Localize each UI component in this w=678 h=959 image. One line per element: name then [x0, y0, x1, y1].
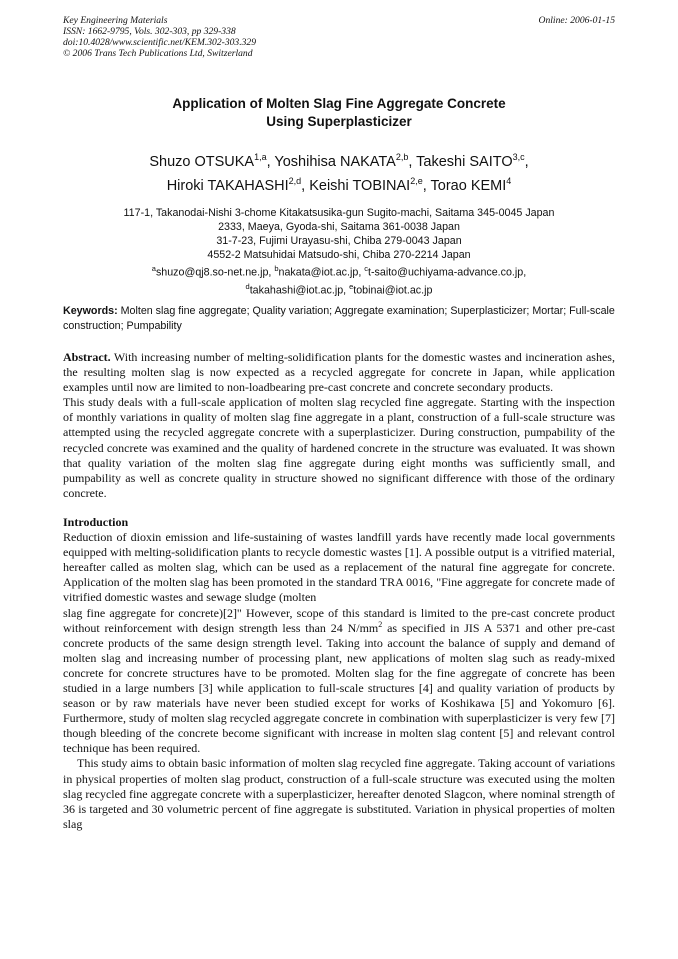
affiliation-4: 4552-2 Matsuhidai Matsudo-shi, Chiba 270-2214 Japan — [207, 249, 471, 261]
authors-line-2: Hiroki TAKAHASHI$^{2,d}$, Keishi TOBINAI$^{2,e}$, Torao KEMI$^4$ — [166, 175, 512, 194]
keywords-block — [63, 304, 615, 334]
author-sup: 2,b — [395, 152, 409, 162]
author-sup: 1,a — [254, 152, 267, 162]
title-line-1: Application of Molten Slag Fine Aggregate Concrete — [172, 96, 506, 111]
journal-header — [63, 15, 615, 59]
author-name: Yoshihisa NAKATA — [274, 153, 396, 170]
author-sup: 2,e — [410, 175, 423, 186]
keywords-label: Keywords: — [63, 305, 118, 317]
authors-line-1: Shuzo OTSUKA$^{1,a}$, Yoshihisa NAKATA$^{2,b}$, Takeshi SAITO$^{3,c}$, — [149, 152, 529, 170]
author-list — [63, 148, 615, 196]
affiliation-2: 2333, Maeya, Gyoda-shi, Saitama 361-0038 Japan — [218, 221, 460, 233]
title-line-2: Using Superplasticizer — [266, 114, 412, 129]
keywords-text: Molten slag fine aggregate; Quality variation; Aggregate examination; Superplasticizer; Mortar; Full-scale construction; Pumpability — [63, 305, 615, 332]
abstract-paragraph-2: This study deals with a full-scale application of molten slag recycled fine aggregate. Starting with the inspection of monthly variations in quality of molten slag fine aggregate in a plant, construction of a full-scale structure was attempted using the recycled aggregate concrete with a superplasticizer. During construction, pumpability of the recycled concrete was examined and the quality of hardened concrete in the structure was evaluated. It was shown that quality variation of the molten slag fine aggregate during eight months was sufficiently small, and pumpability as well as concrete quality in structure showed no significant difference with those of the ordinary concrete. — [63, 395, 615, 500]
email-link[interactable]: t-saito@uchiyama-advance.co.jp — [368, 266, 524, 279]
email-link[interactable]: shuzo@qj8.so-net.ne.jp — [155, 266, 269, 279]
author-name: Takeshi SAITO — [416, 153, 513, 170]
abstract-label: Abstract. — [63, 350, 111, 364]
introduction-heading: Introduction — [63, 514, 129, 529]
affiliation-3: 31-7-23, Fujimi Urayasu-shi, Chiba 279-0043 Japan — [216, 235, 462, 247]
author-sup: 3,c — [512, 152, 525, 162]
intro-paragraph-1a: Reduction of dioxin emission and life-sustaining of wastes landfill yards have recently made local governments equipped with melting-solidification plants to recycle domestic wastes [1]. A possible output is a vitrified material, hereafter called as molten slag, which can be used as a replacement of the natural fine aggregate for concrete. Application of the molten slag has been promoted in the standard TRA 0016, "Fine aggregate for concrete made of vitrified domestic wastes and sewage sludge (molten — [63, 530, 615, 605]
author-sup: 2,d — [288, 175, 302, 186]
body-text — [63, 350, 615, 832]
email-link[interactable]: nakata@iot.ac.jp — [278, 266, 359, 279]
affiliations — [63, 206, 615, 297]
emails-line-2: $^d$takahashi@iot.ac.jp, $^e$tobinai@iot.ac.jp — [245, 281, 433, 297]
doi-line[interactable]: doi:10.4028/www.scientific.net/KEM.302-303.329 — [63, 37, 257, 48]
author-sup: 4 — [506, 175, 512, 186]
affiliation-1: 117-1, Takanodai-Nishi 3-chome Kitakatsusika-gun Sugito-machi, Saitama 345-0045 Japan — [123, 207, 555, 219]
author-name: Torao KEMI — [430, 177, 507, 194]
author-name: Hiroki TAKAHASHI — [166, 177, 289, 194]
journal-name: Key Engineering Materials — [63, 15, 168, 26]
abstract-paragraph-1: Abstract. With increasing number of melting-solidification plants for the domestic wastes and incineration ashes, the resulting molten slag is now expected as a recycled aggregate for concrete in Japan, while application examples until now are limited to non-loadbearing pre-cast concrete and concrete secondary products. — [63, 350, 615, 395]
email-link[interactable]: takahashi@iot.ac.jp — [249, 284, 344, 297]
author-name: Keishi TOBINAI — [309, 177, 411, 194]
paper-title — [63, 95, 615, 131]
intro-paragraph-2: This study aims to obtain basic information of molten slag recycled fine aggregate. Taking account of variations in physical properties of molten slag product, construction of a full-scale structure was executed using the molten slag recycled fine aggregate concrete with a superplasticizer, hereafter denoted Slagcon, where nominal strength of 36 is targeted and 30 volumetric percent of fine aggregate is substituted. Variation in physical properties of molten slag — [63, 756, 615, 831]
intro-paragraph-1b: slag fine aggregate for concrete)[2]" However, scope of this standard is limited to the pre-cast concrete product without reinforcement with design strength less than 24 $N/mm^2$ as specified in JIS A 5371 and other pre-cast concrete products of the same design strength level. Taking into account the balance of supply and demand of molten slag and increasing number of processing plant, new applications of molten slag such as ready-mixed concrete for concrete structures have to be promoted. Molten slag for the fine aggregate of concrete has been studied in a large numbers [3] while application to full-scale structures [4] and quality variation of products by season or by raw materials have never been studied except for works of Koshikawa [5] and Yokomuro [6]. Furthermore, study of molten slag recycled aggregate concrete in combination with superplasticizer is very few [7] though bleeding of the concrete become significant with increase in molten slag content [5] and relevant control technique has been required. — [63, 605, 615, 756]
issn-line: ISSN: 1662-9795, Vols. 302-303, pp 329-338 — [63, 26, 236, 37]
online-date: Online: 2006-01-15 — [538, 15, 615, 26]
author-name: Shuzo OTSUKA — [149, 153, 255, 170]
copyright-line: © 2006 Trans Tech Publications Ltd, Switzerland — [63, 48, 253, 59]
email-link[interactable]: tobinai@iot.ac.jp — [353, 284, 433, 297]
emails-line-1: $^a$shuzo@qj8.so-net.ne.jp, $^b$nakata@iot.ac.jp, $^c$t-saito@uchiyama-advance.co.jp, — [151, 264, 527, 279]
